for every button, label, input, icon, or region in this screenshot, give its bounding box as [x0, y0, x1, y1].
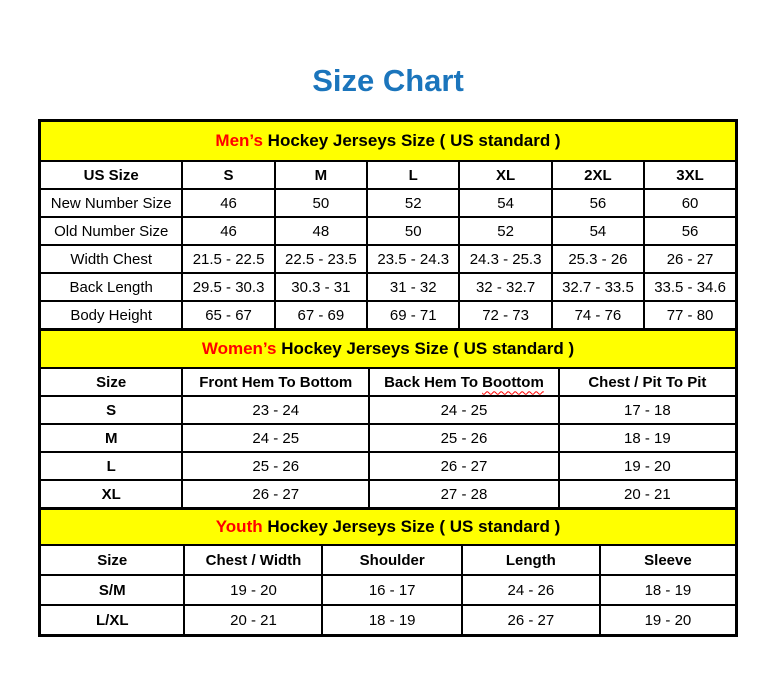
- table-row: [40, 396, 737, 424]
- column-header: Front Hem To Bottom: [182, 368, 369, 396]
- header-text: Back Hem To: [384, 373, 483, 391]
- table-row: [40, 480, 737, 509]
- size-value-cell: 22.5 - 23.5: [275, 245, 367, 273]
- size-value-cell: 23 - 24: [182, 396, 369, 424]
- size-value-cell: 23.5 - 24.3: [367, 245, 459, 273]
- youth-size-table: [38, 507, 738, 637]
- size-value-cell: 29.5 - 30.3: [182, 273, 274, 301]
- mens-caption: [40, 121, 737, 162]
- row-label: S: [40, 396, 183, 424]
- table-row: [40, 217, 737, 245]
- size-value-cell: 50: [367, 217, 459, 245]
- youth-caption-row: [40, 509, 737, 546]
- column-header: Size: [40, 368, 183, 396]
- size-value-cell: 20 - 21: [559, 480, 737, 509]
- size-value-cell: 26 - 27: [182, 480, 369, 509]
- row-label: L: [40, 452, 183, 480]
- size-value-cell: 31 - 32: [367, 273, 459, 301]
- size-value-cell: 46: [182, 189, 274, 217]
- table-row: [40, 424, 737, 452]
- size-value-cell: 21.5 - 22.5: [182, 245, 274, 273]
- size-value-cell: 24.3 - 25.3: [459, 245, 551, 273]
- size-value-cell: 18 - 19: [322, 605, 461, 636]
- size-value-cell: 54: [459, 189, 551, 217]
- size-value-cell: 26 - 27: [462, 605, 600, 636]
- column-header: US Size: [40, 161, 183, 189]
- row-label: Width Chest: [40, 245, 183, 273]
- womens-caption-row: [40, 330, 737, 369]
- size-value-cell: 74 - 76: [552, 301, 644, 330]
- page-title: Size Chart: [312, 63, 464, 98]
- youth-caption: [40, 509, 737, 546]
- size-chart-tables: [38, 119, 738, 637]
- row-label: Old Number Size: [40, 217, 183, 245]
- size-value-cell: 56: [644, 217, 736, 245]
- womens-header-row: [40, 368, 737, 396]
- size-value-cell: 69 - 71: [367, 301, 459, 330]
- mens-header-row: [40, 161, 737, 189]
- size-value-cell: 72 - 73: [459, 301, 551, 330]
- misspelled-word: Boottom: [482, 373, 544, 391]
- size-value-cell: 26 - 27: [369, 452, 559, 480]
- womens-caption-highlight: Women’s: [201, 339, 277, 358]
- size-value-cell: 27 - 28: [369, 480, 559, 509]
- size-value-cell: 18 - 19: [559, 424, 737, 452]
- column-header: 2XL: [552, 161, 644, 189]
- size-value-cell: 77 - 80: [644, 301, 736, 330]
- youth-header-row: [40, 545, 737, 575]
- table-row: [40, 245, 737, 273]
- size-value-cell: 25 - 26: [369, 424, 559, 452]
- table-row: [40, 605, 737, 636]
- table-row: [40, 575, 737, 605]
- column-header: Length: [462, 545, 600, 575]
- mens-size-table: [38, 119, 738, 331]
- womens-size-table: [38, 328, 738, 510]
- column-header: XL: [459, 161, 551, 189]
- table-row: [40, 273, 737, 301]
- youth-caption-rest: Hockey Jerseys Size ( US standard ): [262, 517, 561, 536]
- size-value-cell: 19 - 20: [184, 575, 322, 605]
- size-value-cell: 65 - 67: [182, 301, 274, 330]
- size-value-cell: 52: [367, 189, 459, 217]
- womens-caption: [40, 330, 737, 369]
- youth-caption-highlight: Youth: [215, 517, 263, 536]
- mens-caption-row: [40, 121, 737, 162]
- table-row: [40, 452, 737, 480]
- row-label: S/M: [40, 575, 185, 605]
- size-value-cell: 26 - 27: [644, 245, 736, 273]
- row-label: New Number Size: [40, 189, 183, 217]
- column-header: Shoulder: [322, 545, 461, 575]
- size-value-cell: 48: [275, 217, 367, 245]
- size-value-cell: 19 - 20: [559, 452, 737, 480]
- size-value-cell: 19 - 20: [600, 605, 737, 636]
- size-value-cell: 67 - 69: [275, 301, 367, 330]
- size-value-cell: 17 - 18: [559, 396, 737, 424]
- row-label: Body Height: [40, 301, 183, 330]
- column-header: Sleeve: [600, 545, 737, 575]
- table-row: [40, 301, 737, 330]
- mens-caption-highlight: Men’s: [215, 131, 263, 150]
- size-value-cell: 24 - 25: [369, 396, 559, 424]
- size-value-cell: 50: [275, 189, 367, 217]
- size-value-cell: 24 - 26: [462, 575, 600, 605]
- size-value-cell: 46: [182, 217, 274, 245]
- column-header: M: [275, 161, 367, 189]
- column-header: 3XL: [644, 161, 736, 189]
- row-label: Back Length: [40, 273, 183, 301]
- column-header-misspelled: [369, 368, 559, 396]
- size-value-cell: 32 - 32.7: [459, 273, 551, 301]
- row-label: M: [40, 424, 183, 452]
- column-header: L: [367, 161, 459, 189]
- row-label: XL: [40, 480, 183, 509]
- size-value-cell: 32.7 - 33.5: [552, 273, 644, 301]
- size-value-cell: 30.3 - 31: [275, 273, 367, 301]
- size-value-cell: 33.5 - 34.6: [644, 273, 736, 301]
- womens-caption-rest: Hockey Jerseys Size ( US standard ): [276, 339, 575, 358]
- size-value-cell: 20 - 21: [184, 605, 322, 636]
- mens-caption-rest: Hockey Jerseys Size ( US standard ): [262, 131, 561, 150]
- column-header: Chest / Pit To Pit: [559, 368, 737, 396]
- column-header: Size: [40, 545, 185, 575]
- column-header: S: [182, 161, 274, 189]
- size-value-cell: 18 - 19: [600, 575, 737, 605]
- size-value-cell: 60: [644, 189, 736, 217]
- table-row: [40, 189, 737, 217]
- size-value-cell: 56: [552, 189, 644, 217]
- size-value-cell: 54: [552, 217, 644, 245]
- column-header: Chest / Width: [184, 545, 322, 575]
- size-value-cell: 25.3 - 26: [552, 245, 644, 273]
- size-value-cell: 16 - 17: [322, 575, 461, 605]
- size-value-cell: 25 - 26: [182, 452, 369, 480]
- size-value-cell: 52: [459, 217, 551, 245]
- row-label: L/XL: [40, 605, 185, 636]
- size-value-cell: 24 - 25: [182, 424, 369, 452]
